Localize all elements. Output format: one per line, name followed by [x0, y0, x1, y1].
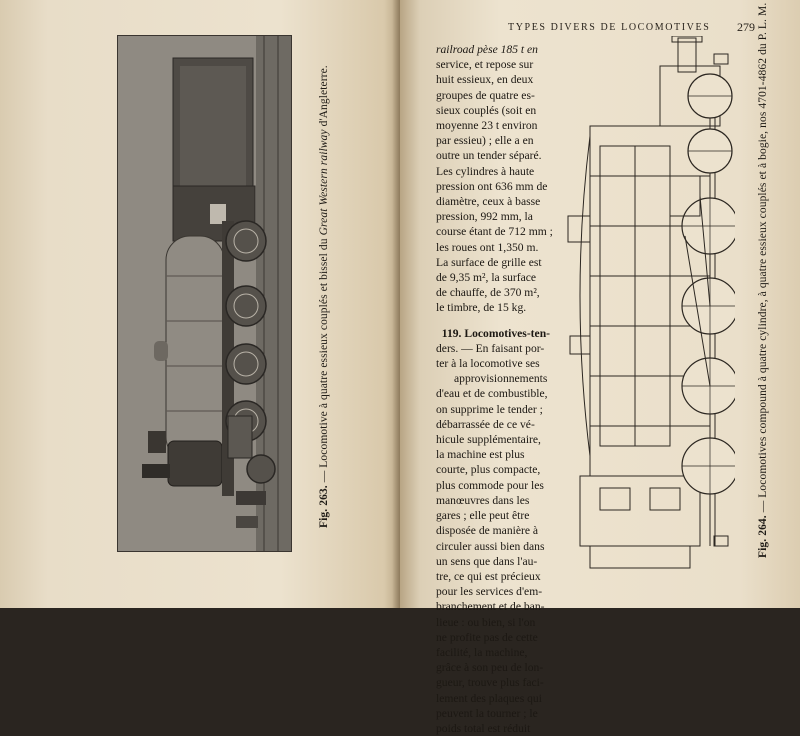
section-number: 119. [441, 326, 462, 340]
text-line: hicule supplémentaire, [436, 433, 541, 447]
text-line: Les cylindres à haute [436, 164, 535, 178]
paragraph-1 [436, 42, 553, 316]
figure-264-label: Fig. 264. [757, 515, 769, 558]
running-head: TYPES DIVERS DE LOCOMOTIVES [508, 22, 711, 33]
text-line: approvisionnements [454, 372, 548, 386]
section-heading [436, 326, 549, 341]
text-line: moyenne 23 t environ [436, 119, 538, 133]
text-line: le timbre, de 15 kg. [436, 301, 527, 315]
body-text-column [436, 42, 553, 736]
text-line: ter à la locomotive ses [436, 357, 540, 371]
text-line: huit essieux, en deux [436, 73, 534, 87]
text-line: circuler aussi bien dans [436, 539, 545, 553]
text-line: facilité, la machine, [436, 645, 528, 659]
text-line: lement des plaques qui [436, 691, 542, 705]
text-line: gares ; elle peut être [436, 509, 530, 523]
text-line: d'eau et de combustible, [436, 387, 548, 401]
text-line: de chauffe, de 370 m², [436, 286, 540, 300]
figure-263-caption [318, 65, 330, 528]
figure-264-text: — Locomotives compound à quatre cylindre, à quatre essieux couplés et à bogie, nos 4701-4862 du P. L. M. [757, 2, 769, 516]
text-line: La surface de grille est [436, 255, 542, 269]
figure-263-label: Fig. 263. [318, 485, 330, 528]
figure-264-caption [757, 3, 769, 558]
text-line: outre un tender séparé. [436, 149, 542, 163]
text-line: un sens que dans l'au- [436, 554, 538, 568]
locomotive-photo-illustration [118, 36, 291, 551]
text-line: railroad pèse 185 t en [436, 43, 538, 56]
text-line: pression ont 636 mm de [436, 179, 548, 193]
text-line: disposée de manière à [436, 524, 539, 538]
text-line: débarrassée de ce vé- [436, 417, 535, 431]
text-line: pour les services d'em- [436, 585, 543, 599]
text-line: les roues ont 1,350 m. [436, 240, 539, 254]
section-title: Locomotives-ten- [464, 326, 550, 340]
text-line: groupes de quatre es- [436, 88, 535, 102]
text-line: peuvent la tourner ; le [436, 706, 538, 720]
text-line: service, et repose sur [436, 58, 534, 72]
text-line: grâce à son peu de lon- [436, 661, 544, 675]
text-line: plus commode pour les [436, 478, 544, 492]
text-line: poids total est réduit [436, 721, 531, 735]
text-line: lieue : ou bien, si l'on [436, 615, 536, 629]
locomotive-photo [117, 35, 292, 552]
text-line: on supprime le tender ; [436, 402, 543, 416]
text-line: par essieu) ; elle a en [436, 134, 534, 148]
left-page [0, 0, 400, 608]
text-line: branchement et de ban- [436, 600, 545, 614]
text-line: manœuvres dans les [436, 493, 530, 507]
text-line: ders. — En faisant por- [436, 341, 545, 355]
page-number: 279 [737, 20, 755, 34]
locomotive-drawing [560, 36, 735, 569]
text-line: gueur, trouve plus faci- [436, 676, 544, 690]
text-line: de 9,35 m², la surface [436, 271, 537, 285]
text-line: courte, plus compacte, [436, 463, 541, 477]
text-line: sieux couplés (soit en [436, 103, 537, 117]
locomotive-drawing-illustration [560, 36, 735, 569]
text-line: course étant de 712 mm ; [436, 225, 553, 239]
text-line: ne profite pas de cette [436, 630, 538, 644]
figure-263-text-a: — Locomotive à quatre essieux couplés et bissel du [318, 235, 330, 486]
text-line: pression, 992 mm, la [436, 210, 533, 224]
section-119 [436, 326, 549, 736]
text-line: tre, ce qui est précieux [436, 569, 541, 583]
figure-263-railway-name: Great Western railway [318, 129, 330, 236]
text-line: la machine est plus [436, 448, 525, 462]
figure-263-text-b: d'Angleterre. [318, 65, 330, 130]
text-line: diamètre, ceux à basse [436, 195, 541, 209]
